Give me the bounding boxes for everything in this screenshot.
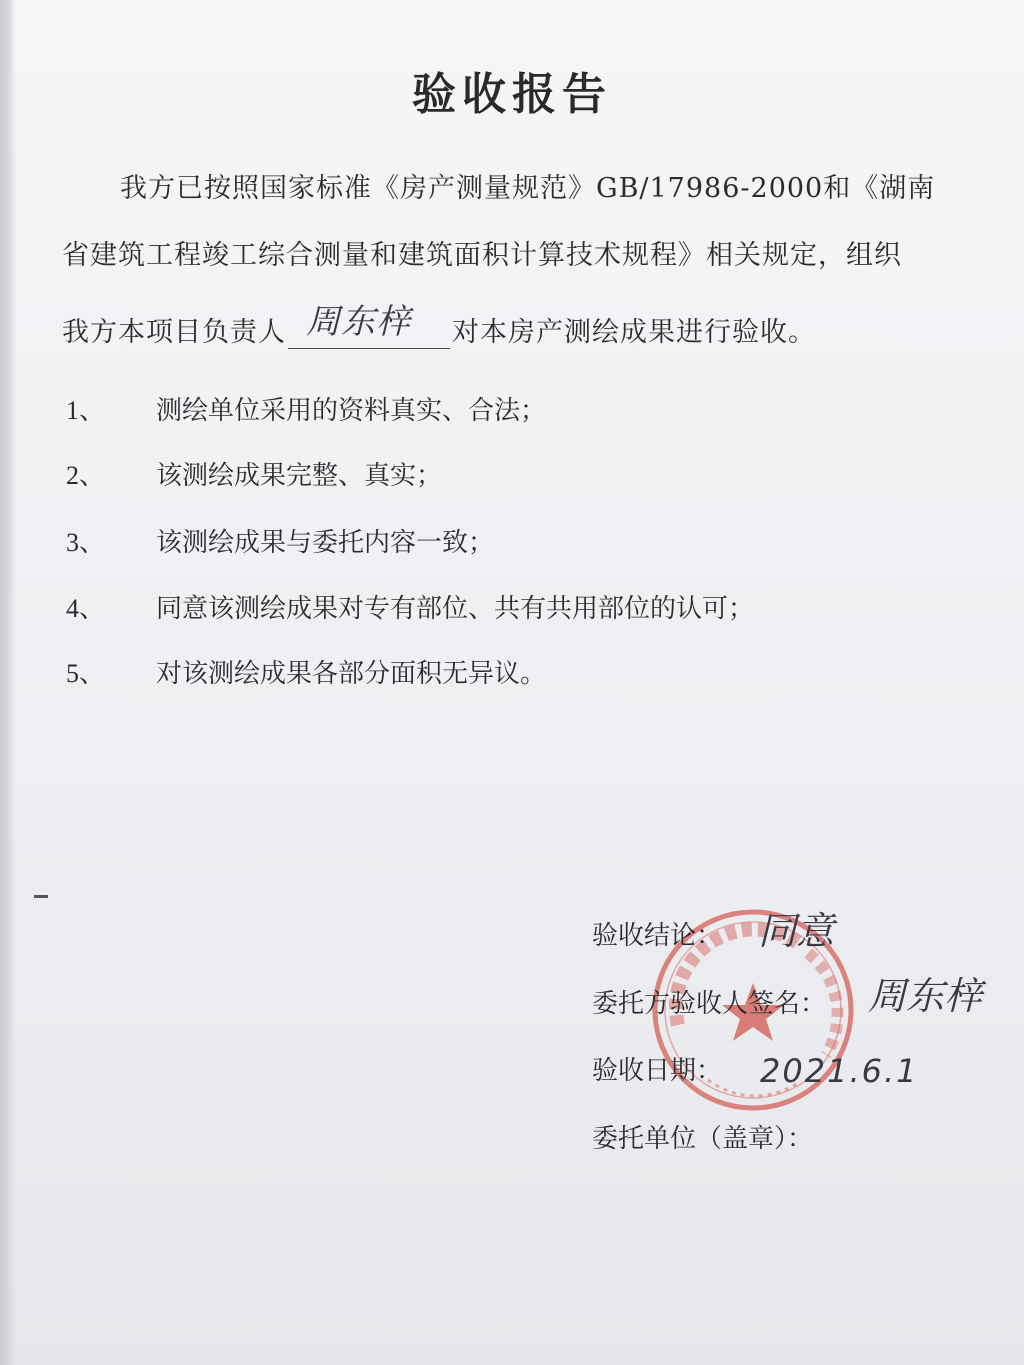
- intro-line-3: [62, 302, 816, 349]
- list-item-number: 3、: [66, 528, 106, 557]
- date-handwritten: 2021.6.1: [760, 1052, 919, 1090]
- conclusion-handwritten: 同意: [758, 909, 835, 953]
- intro-line-1: 我方已按照国家标准《房产测量规范》GB/17986-2000和《湖南: [120, 173, 936, 204]
- intro-line-2: 省建筑工程竣工综合测量和建筑面积计算技术规程》相关规定，组织: [62, 240, 902, 271]
- list-item-number: 5、: [66, 659, 106, 688]
- page-edge-shadow: [0, 0, 16, 1365]
- scan-mark: [34, 895, 48, 898]
- list-item-text: 测绘单位采用的资料真实、合法；: [156, 396, 547, 426]
- intro-line-3-prefix: 我方本项目负责人: [62, 317, 286, 348]
- document-title: 验收报告: [412, 69, 612, 120]
- list-item: [66, 588, 754, 625]
- list-item: [66, 653, 546, 690]
- list-item-text: 该测绘成果完整、真实；: [156, 461, 443, 491]
- list-item-text: 该测绘成果与委托内容一致；: [156, 528, 495, 558]
- signer-handwritten-signature: 周东梓: [868, 974, 983, 1018]
- responsible-signature: 周东梓: [306, 302, 411, 342]
- list-item-number: 1、: [66, 396, 106, 425]
- list-item: [66, 455, 442, 492]
- list-item-text: 对该测绘成果各部分面积无异议。: [156, 659, 547, 689]
- list-item: [66, 390, 546, 427]
- signer-label: 委托方验收人签名：: [592, 989, 827, 1019]
- entrusting-unit-label: 委托单位（盖章）：: [592, 1124, 814, 1154]
- list-item: [66, 522, 494, 559]
- date-label: 验收日期：: [592, 1056, 723, 1086]
- list-item-text: 同意该测绘成果对专有部位、共有共用部位的认可；: [156, 594, 755, 624]
- intro-line-3-suffix: 对本房产测绘成果进行验收。: [452, 317, 816, 348]
- list-item-number: 2、: [66, 461, 106, 490]
- conclusion-label: 验收结论：: [592, 921, 723, 951]
- responsible-signature-blank: [288, 302, 450, 349]
- list-item-number: 4、: [66, 594, 106, 623]
